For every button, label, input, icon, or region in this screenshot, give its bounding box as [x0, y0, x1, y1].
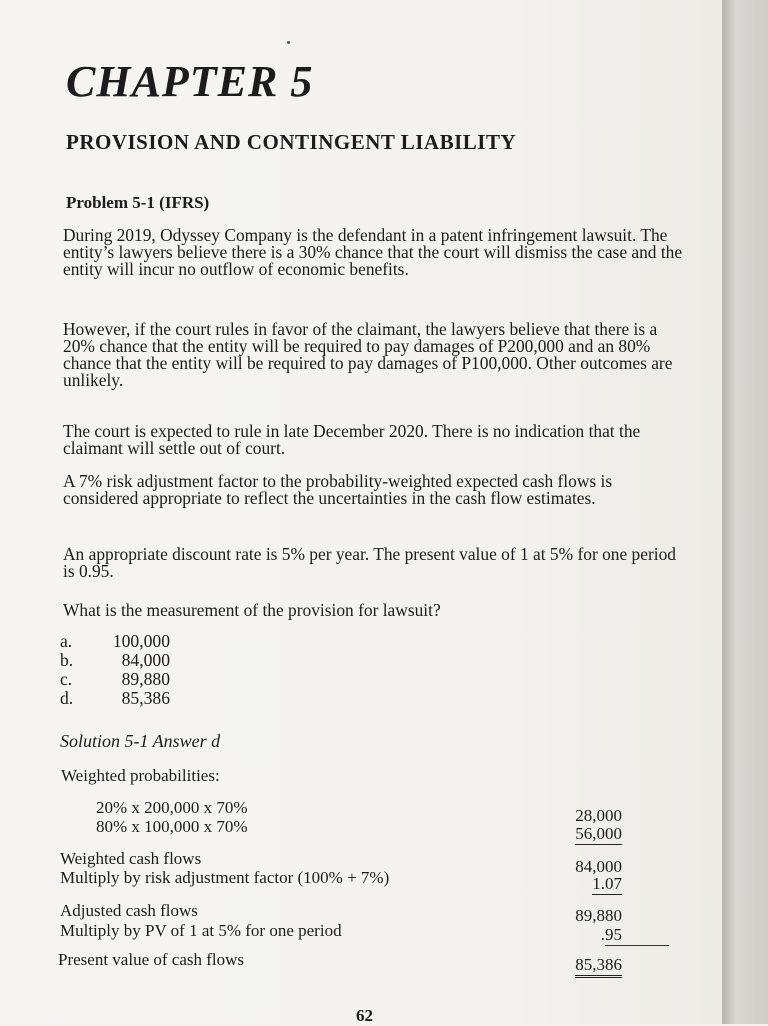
calc-amount-1: 28,000: [575, 806, 622, 825]
calc-line-4: Multiply by risk adjustment factor (100% + 7%): [60, 868, 390, 887]
choice-label: b.: [60, 650, 74, 670]
problem-paragraph-4: A 7% risk adjustment factor to the probability-weighted expected cash flows is considered appropriate to reflect the uncertainties in the cash flow estimates.: [63, 471, 613, 508]
calc-line-3: Weighted cash flows: [60, 849, 202, 868]
choice-a: [60, 632, 170, 651]
choice-value: 84,000: [121, 650, 170, 670]
weighted-probabilities-label: Weighted probabilities:: [61, 766, 220, 785]
print-speck: [287, 41, 290, 44]
calc-underline: [605, 945, 669, 946]
answer-choices: [60, 632, 170, 708]
calc-amount-7: 85,386: [575, 955, 622, 978]
problem-paragraph-2: However, if the court rules in favor of the claimant, the lawyers believe that there is a 20% chance that the entity will be required to pay damages of P200,000 and an 80% chance that the entity will be required to pay damages of P100,000. Other outcomes are unlikely.: [63, 319, 673, 390]
chapter-subtitle: PROVISION AND CONTINGENT LIABILITY: [66, 130, 517, 154]
choice-label: c.: [60, 669, 73, 689]
page-edge-shadow: [722, 0, 768, 1024]
solution-heading: Solution 5-1 Answer d: [60, 731, 221, 751]
calc-line-5: Adjusted cash flows: [60, 901, 198, 920]
problem-question: What is the measurement of the provision for lawsuit?: [63, 600, 441, 620]
problem-title: Problem 5-1 (IFRS): [66, 193, 210, 212]
calc-line-2: 80% x 100,000 x 70%: [96, 817, 248, 836]
problem-paragraph-1: During 2019, Odyssey Company is the defendant in a patent infringement lawsuit. The entity’s lawyers believe there is a 30% chance that the court will dismiss the case and the entity will incur no outflow of economic benefits.: [63, 225, 683, 279]
calc-amount-5: 89,880: [575, 906, 622, 925]
calc-line-6: Multiply by PV of 1 at 5% for one period: [60, 921, 342, 940]
choice-b: [60, 651, 170, 670]
choice-c: [60, 670, 170, 689]
choice-d: [60, 689, 170, 708]
calc-amount-6: .95: [600, 925, 622, 944]
chapter-title: CHAPTER 5: [66, 57, 314, 106]
calc-amount-3: 84,000: [575, 857, 622, 876]
choice-value: 85,386: [121, 688, 170, 708]
calc-amount-4: 1.07: [592, 874, 622, 893]
choice-label: d.: [60, 688, 74, 708]
page-number: 62: [356, 1006, 373, 1025]
choice-value: 89,880: [121, 669, 170, 689]
calc-line-1: 20% x 200,000 x 70%: [96, 798, 248, 817]
choice-label: a.: [60, 631, 73, 651]
choice-value: 100,000: [112, 631, 170, 651]
problem-paragraph-5: An appropriate discount rate is 5% per year. The present value of 1 at 5% for one period is 0.95.: [63, 544, 676, 581]
calc-line-7: Present value of cash flows: [58, 950, 245, 969]
calc-amount-2: 56,000: [575, 824, 622, 843]
problem-paragraph-3: The court is expected to rule in late December 2020. There is no indication that the claimant will settle out of court.: [63, 421, 641, 458]
